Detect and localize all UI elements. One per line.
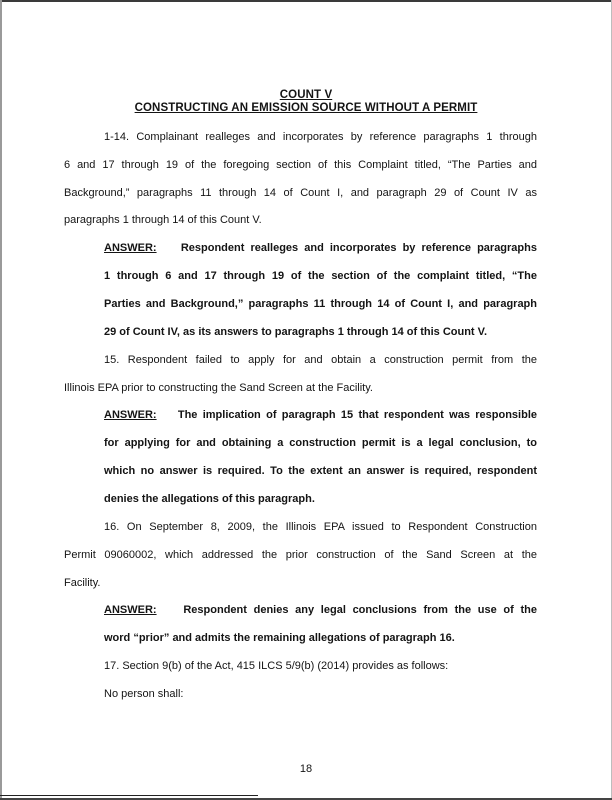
para1-line4: paragraphs 1 through 14 of this Count V.	[64, 214, 262, 226]
answer1-label: ANSWER:	[104, 242, 157, 254]
answer1-line4: 29 of Count IV, as its answers to paragraphs 1 through 14 of this Count V.	[104, 326, 488, 338]
answer15-line1	[104, 408, 537, 422]
footnote-separator	[0, 795, 258, 796]
answer15-line4: denies the allegations of this paragraph.	[104, 493, 315, 505]
para16-line1: 16. On September 8, 2009, the Illinois EPA issued to Respondent Construction	[104, 521, 537, 533]
answer16-label: ANSWER:	[104, 604, 157, 616]
para1-line3: Background,” paragraphs 11 through 14 of Count I, and paragraph 29 of Count IV as	[64, 187, 537, 199]
answer15-line3: which no answer is required. To the extent an answer is required, respondent	[104, 465, 537, 477]
answer16-line2: word “prior” and admits the remaining allegations of paragraph 16.	[104, 632, 455, 644]
para17-line2: No person shall:	[104, 688, 184, 700]
answer15-line1-text: The implication of paragraph 15 that respondent was responsible	[177, 409, 537, 421]
answer1-line1	[104, 241, 537, 255]
answer1-line1-text: Respondent realleges and incorporates by reference paragraphs	[180, 242, 537, 254]
page-number: 18	[299, 763, 313, 775]
para15-line2: Illinois EPA prior to constructing the Sand Screen at the Facility.	[64, 382, 373, 394]
answer1-line2: 1 through 6 and 17 through 19 of the section of the complaint titled, “The	[104, 270, 537, 282]
para1-line2: 6 and 17 through 19 of the foregoing section of this Complaint titled, “The Parties and	[64, 159, 537, 171]
para16-line3: Facility.	[64, 577, 101, 589]
para17-line1: 17. Section 9(b) of the Act, 415 ILCS 5/9(b) (2014) provides as follows:	[104, 660, 449, 672]
para15-line1: 15. Respondent failed to apply for and obtain a construction permit from the	[104, 354, 537, 366]
answer1-line3: Parties and Background,” paragraphs 11 through 14 of Count I, and paragraph	[104, 298, 537, 310]
answer16-line1-text: Respondent denies any legal conclusions from the use of the	[183, 604, 538, 616]
answer15-label: ANSWER:	[104, 409, 157, 421]
answer15-line2: for applying for and obtaining a construction permit is a legal conclusion, to	[104, 437, 537, 449]
count-heading: COUNT V	[279, 89, 333, 101]
answer16-line1	[104, 603, 537, 617]
count-title: CONSTRUCTING AN EMISSION SOURCE WITHOUT A PERMIT	[134, 102, 478, 114]
para16-line2: Permit 09060002, which addressed the prior construction of the Sand Screen at the	[64, 549, 537, 561]
scan-edge-top	[0, 0, 612, 2]
para1-line1: 1-14. Complainant realleges and incorporates by reference paragraphs 1 through	[104, 131, 537, 143]
scan-edge-left	[0, 0, 2, 800]
